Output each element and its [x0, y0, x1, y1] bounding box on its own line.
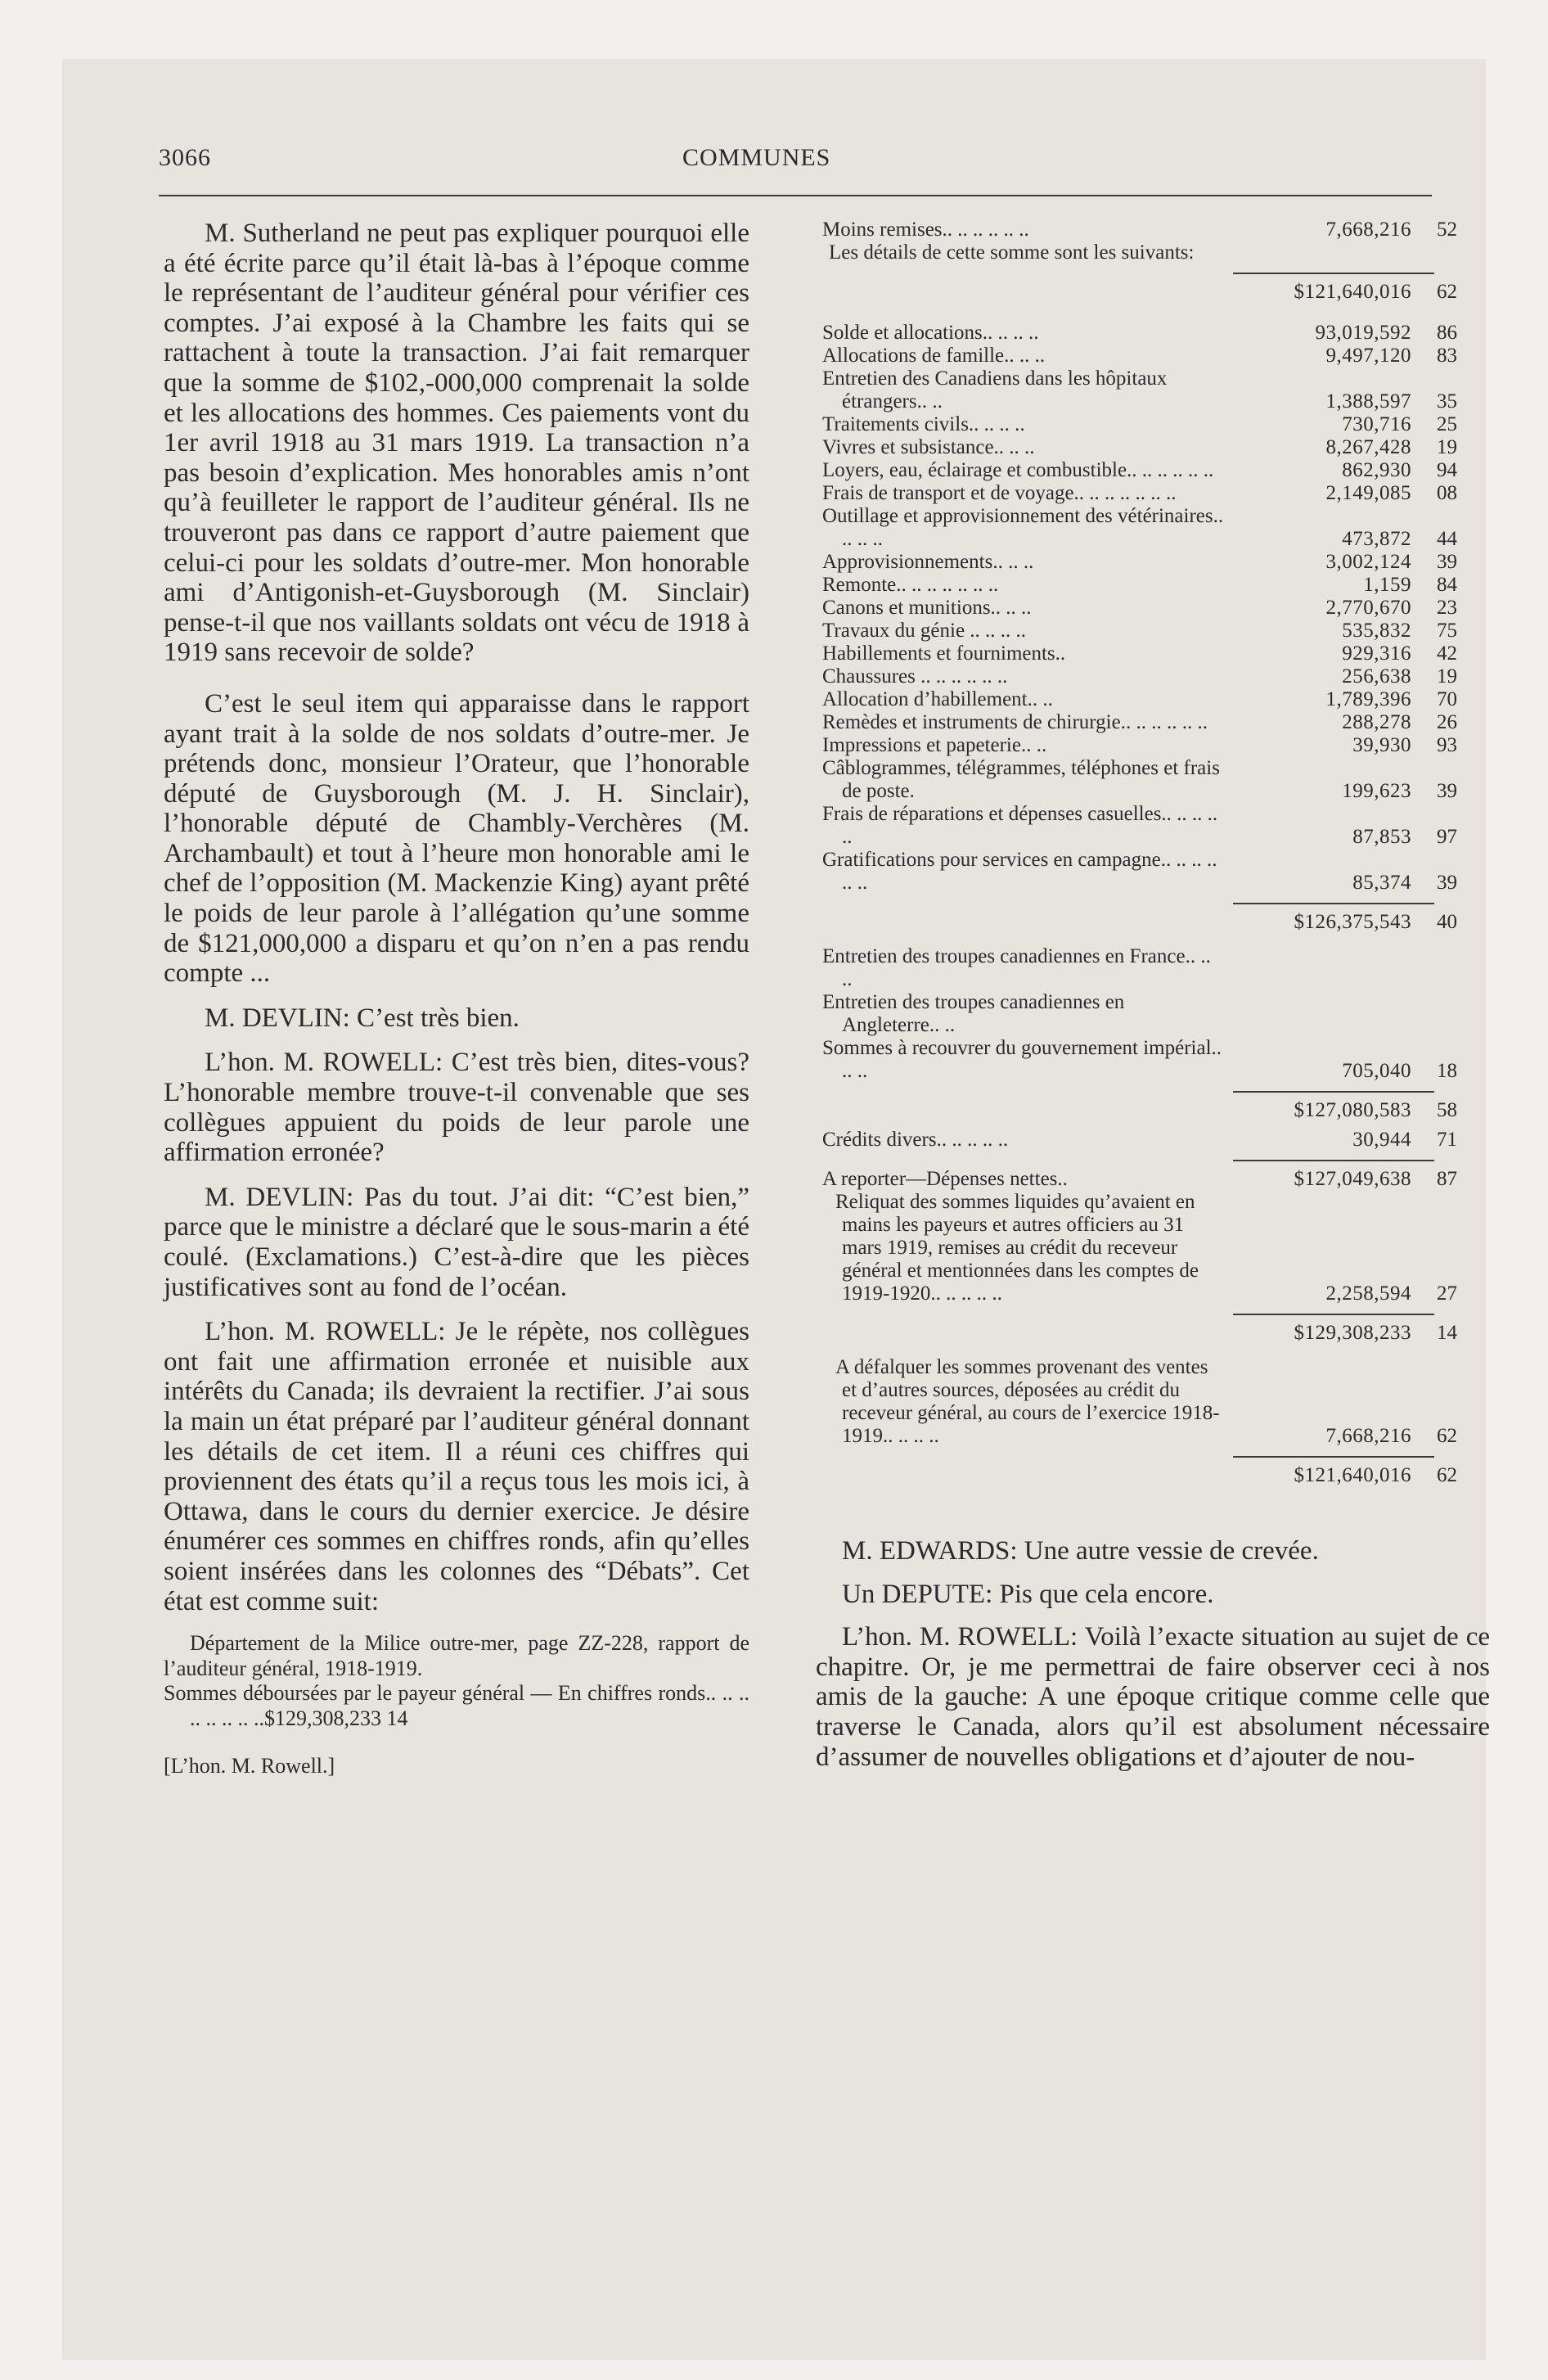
table-row — [816, 642, 1462, 665]
item-label: Traitements civils.. .. .. .. — [822, 413, 1025, 435]
table-row — [816, 505, 1462, 551]
table-row — [816, 620, 1462, 642]
paragraph: L’hon. M. ROWELL: Je le répète, nos collègues ont fait une affirmation erronée et nuisible aux intérêts du Canada; ils devraient la rectifier. J’ai sous la main un état préparé par l’auditeur général donnant les détails de cet item. Il a réuni ces chiffres qui proviennent des états qu’il a reçus tous les mois ici, à Ottawa, dans le cours du dernier exercice. Je désire énumérer ces sommes en chiffres ronds, afin qu’elles soient insérées dans les colonnes des “Débats”. Cet état est comme suit: — [164, 1317, 749, 1616]
item-label: Solde et allocations.. .. .. .. — [822, 322, 1039, 344]
table-row: Moins remises.. .. .. .. .. .. 7,668,216 52 — [822, 219, 1457, 241]
subtotal-row: $129,308,233 14 — [1294, 1322, 1457, 1344]
table-row — [816, 734, 1462, 757]
item-cents: 70 — [1437, 688, 1457, 710]
maintenance-items — [816, 945, 1462, 1083]
item-amount: 1,789,396 — [1325, 688, 1411, 710]
sum-rule — [1233, 1160, 1434, 1161]
item-cents: 35 — [1437, 390, 1457, 412]
item-label: Canons et munitions.. .. .. — [822, 597, 1032, 619]
item-amount: 85,374 — [1352, 872, 1411, 894]
table-row — [816, 413, 1462, 436]
item-amount: 1,159 — [1363, 574, 1411, 596]
item-cents: 39 — [1437, 551, 1457, 573]
financial-statement — [816, 219, 1462, 1487]
table-row — [816, 1037, 1462, 1083]
paragraph: L’hon. M. ROWELL: C’est très bien, dites-vous? L’honorable membre trouve-t-il convenable que ses collègues appuient du poids de leur parole une affirmation erronée? — [164, 1048, 749, 1168]
item-label: Entretien des troupes canadiennes en France.. .. .. — [822, 945, 1211, 990]
item-amount: 93,019,592 — [1315, 322, 1411, 344]
item-cents: 84 — [1437, 574, 1457, 596]
item-cents: 25 — [1437, 413, 1457, 435]
item-amount: 8,267,428 — [1325, 436, 1411, 458]
item-amount: 535,832 — [1342, 620, 1411, 642]
item-label: Travaux du génie .. .. .. .. — [822, 620, 1027, 642]
item-amount: 929,316 — [1342, 642, 1411, 665]
item-cents: 19 — [1437, 665, 1457, 687]
table-row: Reliquat des sommes liquides qu’avaient en mains les payeurs et autres officiers au 31 mars 1919, remises au crédit du receveur général et mentionnées dans les comptes de 1919-1920.. .. .. .. .. 2,258,594 27 — [835, 1191, 1457, 1305]
paragraph: M. DEVLIN: C’est très bien. — [205, 1003, 520, 1033]
table-row: A reporter—Dépenses nettes.. $127,049,638 87 — [822, 1168, 1457, 1190]
running-title: COMMUNES — [682, 144, 831, 171]
table-row — [816, 711, 1462, 734]
item-label: Gratifications pour services en campagne.. .. .. .. .. .. — [822, 849, 1217, 894]
item-cents: 26 — [1437, 711, 1457, 733]
item-label: Frais de transport et de voyage.. .. .. .. .. .. .. — [822, 482, 1177, 504]
hansard-page — [62, 59, 1490, 2360]
item-label: Impressions et papeterie.. .. — [822, 734, 1047, 756]
table-row — [816, 665, 1462, 688]
item-cents: 75 — [1437, 620, 1457, 642]
item-amount: 256,638 — [1342, 665, 1411, 687]
table-row — [816, 322, 1462, 345]
item-label: Entretien des Canadiens dans les hôpitaux étrangers.. .. — [822, 367, 1168, 412]
item-cents: 44 — [1437, 528, 1457, 550]
page-number: 3066 — [159, 144, 211, 171]
item-cents: 97 — [1437, 826, 1457, 848]
item-cents: 39 — [1437, 780, 1457, 802]
sum-rule — [1233, 1456, 1434, 1458]
item-amount: 1,388,597 — [1325, 390, 1411, 412]
item-label: Approvisionnements.. .. .. — [822, 551, 1034, 573]
item-label: Chaussures .. .. .. .. .. .. — [822, 665, 1008, 687]
left-column — [164, 219, 749, 1778]
item-label: Remonte.. .. .. .. .. .. .. — [822, 574, 999, 596]
item-cents: 19 — [1437, 436, 1457, 458]
speaker-signature: [L’hon. M. Rowell.] — [164, 1754, 335, 1778]
table-row — [816, 991, 1462, 1037]
table-row — [816, 757, 1462, 803]
table-row — [816, 345, 1462, 367]
table-row — [816, 459, 1462, 482]
table-row: Crédits divers.. .. .. .. .. 30,944 71 — [822, 1129, 1457, 1151]
item-label: Vivres et subsistance.. .. .. — [822, 436, 1035, 458]
table-row — [816, 803, 1462, 849]
subtotal-row: $126,375,543 40 — [1294, 911, 1457, 933]
paragraph: M. Sutherland ne peut pas expliquer pourquoi elle a été écrite parce qu’il était là-bas à l’époque comme le représentant de l’auditeur général pour vérifier ces comptes. J’ai exposé à la Chambre les faits qui se rattachent à toute la transaction. J’ai fait remarquer que la somme de $102,-000,000 comprenait la solde et les allocations des hommes. Ces paiements vont du 1er avril 1918 au 31 mars 1919. La transaction n’a pas besoin d’explication. Mes honorables amis n’ont qu’à feuilleter le rapport de l’auditeur général. Ils ne trouveront pas dans ce rapport d’autre paiement que celui-ci pour les soldats d’outre-mer. Mon honorable ami d’Antigonish-et-Guysborough (M. Sinclair) pense-t-il que nos vaillants soldats ont vécu de 1918 à 1919 sans recevoir de solde? — [164, 219, 749, 668]
item-amount: 3,002,124 — [1325, 551, 1411, 573]
item-amount: 2,149,085 — [1325, 482, 1411, 504]
paragraph: L’hon. M. ROWELL: Voilà l’exacte situation au sujet de ce chapitre. Or, je me permettrai de faire observer ceci à nos amis de la gauche: A une époque critique comme celle que traverse le Canada, alors qu’il est absolument nécessaire d’assumer de nouvelles obligations et d’ajouter de nou- — [816, 1622, 1490, 1772]
table-row — [816, 367, 1462, 413]
table-row: Les détails de cette somme sont les suivants: — [829, 241, 1195, 264]
sum-rule — [1233, 273, 1434, 274]
item-amount: 705,040 — [1342, 1060, 1411, 1082]
sum-rule — [1233, 1314, 1434, 1315]
page-scan — [62, 59, 1490, 2360]
sum-rule — [1233, 903, 1434, 904]
item-label: Allocation d’habillement.. .. — [822, 688, 1053, 710]
item-cents: 08 — [1437, 482, 1457, 504]
item-cents: 23 — [1437, 597, 1457, 619]
sum-rule — [1233, 1091, 1434, 1093]
item-amount: 862,930 — [1342, 459, 1411, 481]
paragraph: M. DEVLIN: Pas du tout. J’ai dit: “C’est bien,” parce que le ministre a déclaré que le sous-marin a été coulé. (Exclamations.) C’est-à-dire que les pièces justificatives sont au fond de l’océan. — [164, 1182, 749, 1302]
table-row — [816, 551, 1462, 574]
table-row — [816, 945, 1462, 991]
item-label: Entretien des troupes canadiennes en Angleterre.. .. — [822, 991, 1125, 1036]
item-cents: 83 — [1437, 345, 1457, 367]
item-label: Sommes à recouvrer du gouvernement impérial.. .. .. — [822, 1037, 1222, 1082]
item-amount: 39,930 — [1352, 734, 1411, 756]
item-amount: 9,497,120 — [1325, 345, 1411, 367]
subtotal-row: $121,640,016 62 — [1294, 281, 1457, 303]
item-label: Loyers, eau, éclairage et combustible.. .. .. .. .. .. — [822, 459, 1214, 481]
item-amount: 199,623 — [1342, 780, 1411, 802]
item-cents: 42 — [1437, 642, 1457, 665]
table-row — [816, 574, 1462, 597]
expense-items — [816, 322, 1462, 895]
item-label: Câblogrammes, télégrammes, téléphones et frais de poste. — [822, 757, 1220, 802]
paragraph: Un DEPUTE: Pis que cela encore. — [842, 1579, 1214, 1609]
paragraph: C’est le seul item qui apparaisse dans le rapport ayant trait à la solde de nos soldats d’outre-mer. Je prétends donc, monsieur l’Orateur, que l’honorable député de Guysborough (M. J. H. Sinclair), l’honorable député de Chambly-Verchères (M. Archambault) et tout à l’heure mon honorable ami le chef de l’opposition (M. Mackenzie King) ayant prêté le poids de leur parole à l’allégation qu’une somme de $121,000,000 a disparu et qu’on n’en a pas rendu compte ... — [164, 688, 749, 989]
item-cents: 39 — [1437, 872, 1457, 894]
item-cents: 86 — [1437, 322, 1457, 344]
item-amount: 87,853 — [1352, 826, 1411, 848]
item-amount: 2,770,670 — [1325, 597, 1411, 619]
table-row — [816, 436, 1462, 459]
subtotal-row: $127,080,583 58 — [1294, 1099, 1457, 1121]
right-column — [816, 219, 1493, 1785]
table-row — [816, 688, 1462, 711]
paragraph: M. EDWARDS: Une autre vessie de crevée. — [842, 1536, 1319, 1566]
item-label: Remèdes et instruments de chirurgie.. .. .. .. .. .. — [822, 711, 1208, 733]
item-cents: 18 — [1437, 1060, 1457, 1082]
table-row — [816, 597, 1462, 620]
item-cents: 94 — [1437, 459, 1457, 481]
statement-heading: Département de la Milice outre-mer, page ZZ-228, rapport de l’auditeur général, 1918-1919. — [164, 1631, 749, 1680]
table-row — [816, 482, 1462, 505]
statement-line: Sommes déboursées par le payeur général — En chiffres ronds.. .. .. .. .. .. .. ..$129,308,233 14 — [164, 1681, 749, 1730]
item-amount: 473,872 — [1342, 528, 1411, 550]
item-amount: 288,278 — [1342, 711, 1411, 733]
item-cents: 93 — [1437, 734, 1457, 756]
header-rule — [159, 195, 1432, 196]
item-label: Frais de réparations et dépenses casuelles.. .. .. .. .. — [822, 803, 1218, 848]
item-label: Allocations de famille.. .. .. — [822, 345, 1046, 367]
item-label: Outillage et approvisionnement des vétérinaires.. .. .. .. — [822, 505, 1224, 550]
table-row: A défalquer les sommes provenant des ventes et d’autres sources, déposées au crédit du receveur général, au cours de l’exercice 1918-1919.. .. .. .. 7,668,216 62 — [835, 1356, 1457, 1447]
item-amount: 730,716 — [1342, 413, 1411, 435]
table-row — [816, 849, 1462, 895]
final-total-row: $121,640,016 62 — [1294, 1464, 1457, 1486]
item-label: Habillements et fourniments.. — [822, 642, 1066, 665]
